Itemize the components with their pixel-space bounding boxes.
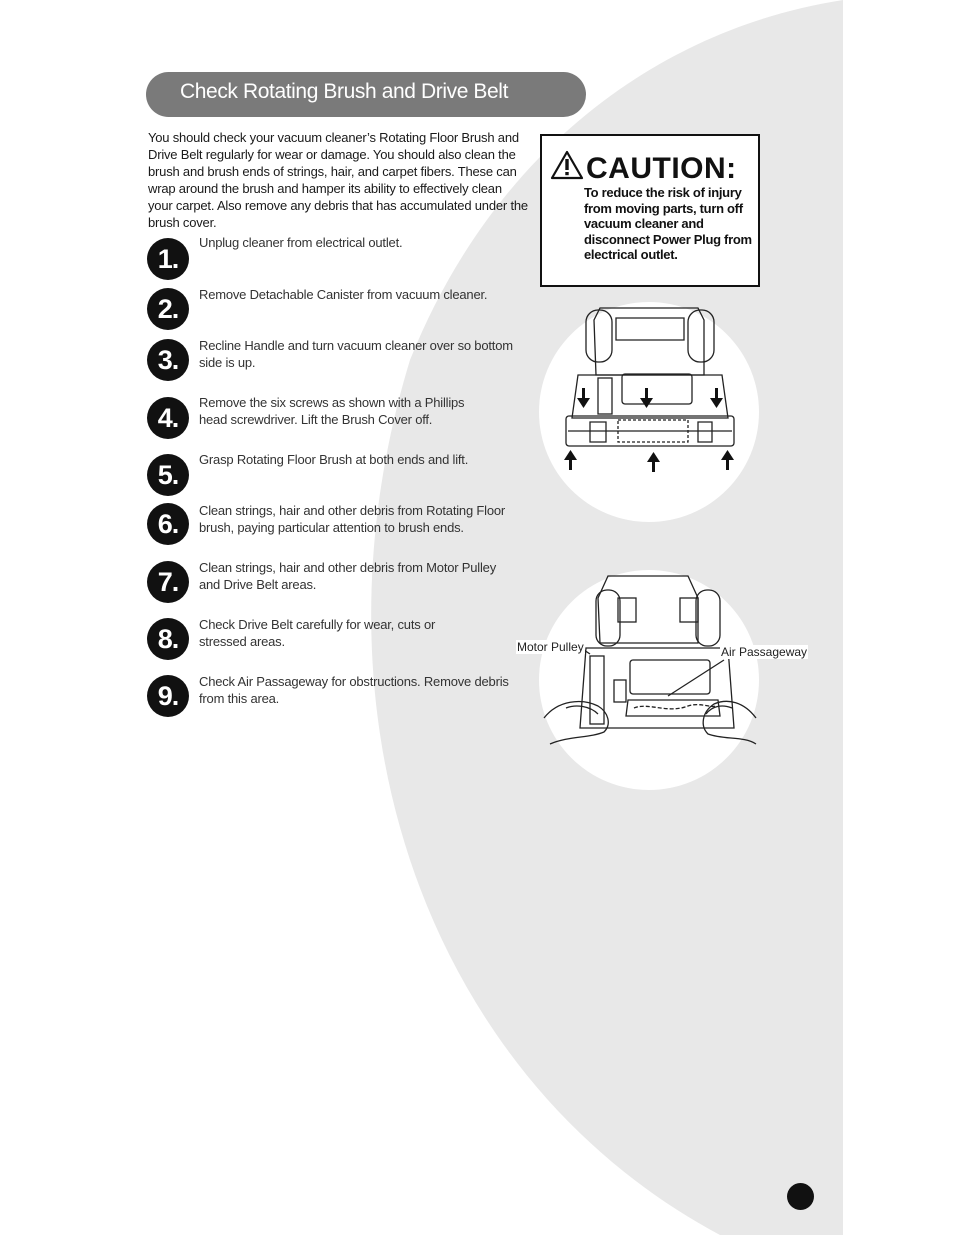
caution-title: CAUTION: [586, 152, 737, 185]
step-text-2: Remove Detachable Canister from vacuum cleaner. [199, 287, 488, 302]
step-number-5: 5. [147, 454, 189, 496]
step-text-3: Recline Handle and turn vacuum cleaner over so bottom side is up. [199, 338, 513, 370]
step-text-1: Unplug cleaner from electrical outlet. [199, 235, 403, 250]
section-title: Check Rotating Brush and Drive Belt [180, 80, 508, 103]
step-text-8: Check Drive Belt carefully for wear, cuts or stressed areas. [199, 617, 436, 649]
step-number-4: 4. [147, 397, 189, 439]
motor-pulley-illustration [538, 568, 762, 793]
caution-box [540, 134, 760, 287]
step-number-8: 8. [147, 618, 189, 660]
step-number-1: 1. [147, 238, 189, 280]
step-text-6: Clean strings, hair and other debris from Rotating Floor brush, paying particular attention to brush ends. [199, 503, 506, 535]
section-header [146, 72, 586, 117]
step-text-5: Grasp Rotating Floor Brush at both ends and lift. [199, 452, 469, 467]
step-number-9: 9. [147, 675, 189, 717]
step-text-4: Remove the six screws as shown with a Phillips head screwdriver. Lift the Brush Cover off. [199, 395, 465, 427]
motor-pulley-label: Motor Pulley [517, 640, 584, 654]
warning-icon [550, 150, 584, 180]
intro-paragraph: You should check your vacuum cleaner’s Rotating Floor Brush and Drive Belt regularly for wear or damage. You should also clean the brush and brush ends of strings, hair, and carpet fibers. These can wrap around the brush and hamper its ability to effectively clean your carpet. Also remove any debris that has accumulated under the brush cover. [148, 130, 528, 230]
page-marker [787, 1183, 814, 1210]
step-text-7: Clean strings, hair and other debris from Motor Pulley and Drive Belt areas. [199, 560, 497, 592]
step-text-9: Check Air Passageway for obstructions. Remove debris from this area. [199, 674, 509, 706]
step-number-3: 3. [147, 339, 189, 381]
caution-text: To reduce the risk of injury from moving parts, turn off vacuum cleaner and disconnect Power Plug from electrical outlet. [584, 185, 752, 262]
brush-cover-screws-illustration [538, 300, 762, 525]
air-passageway-label: Air Passageway [721, 645, 808, 659]
step-number-7: 7. [147, 561, 189, 603]
step-number-2: 2. [147, 288, 189, 330]
step-number-6: 6. [147, 503, 189, 545]
